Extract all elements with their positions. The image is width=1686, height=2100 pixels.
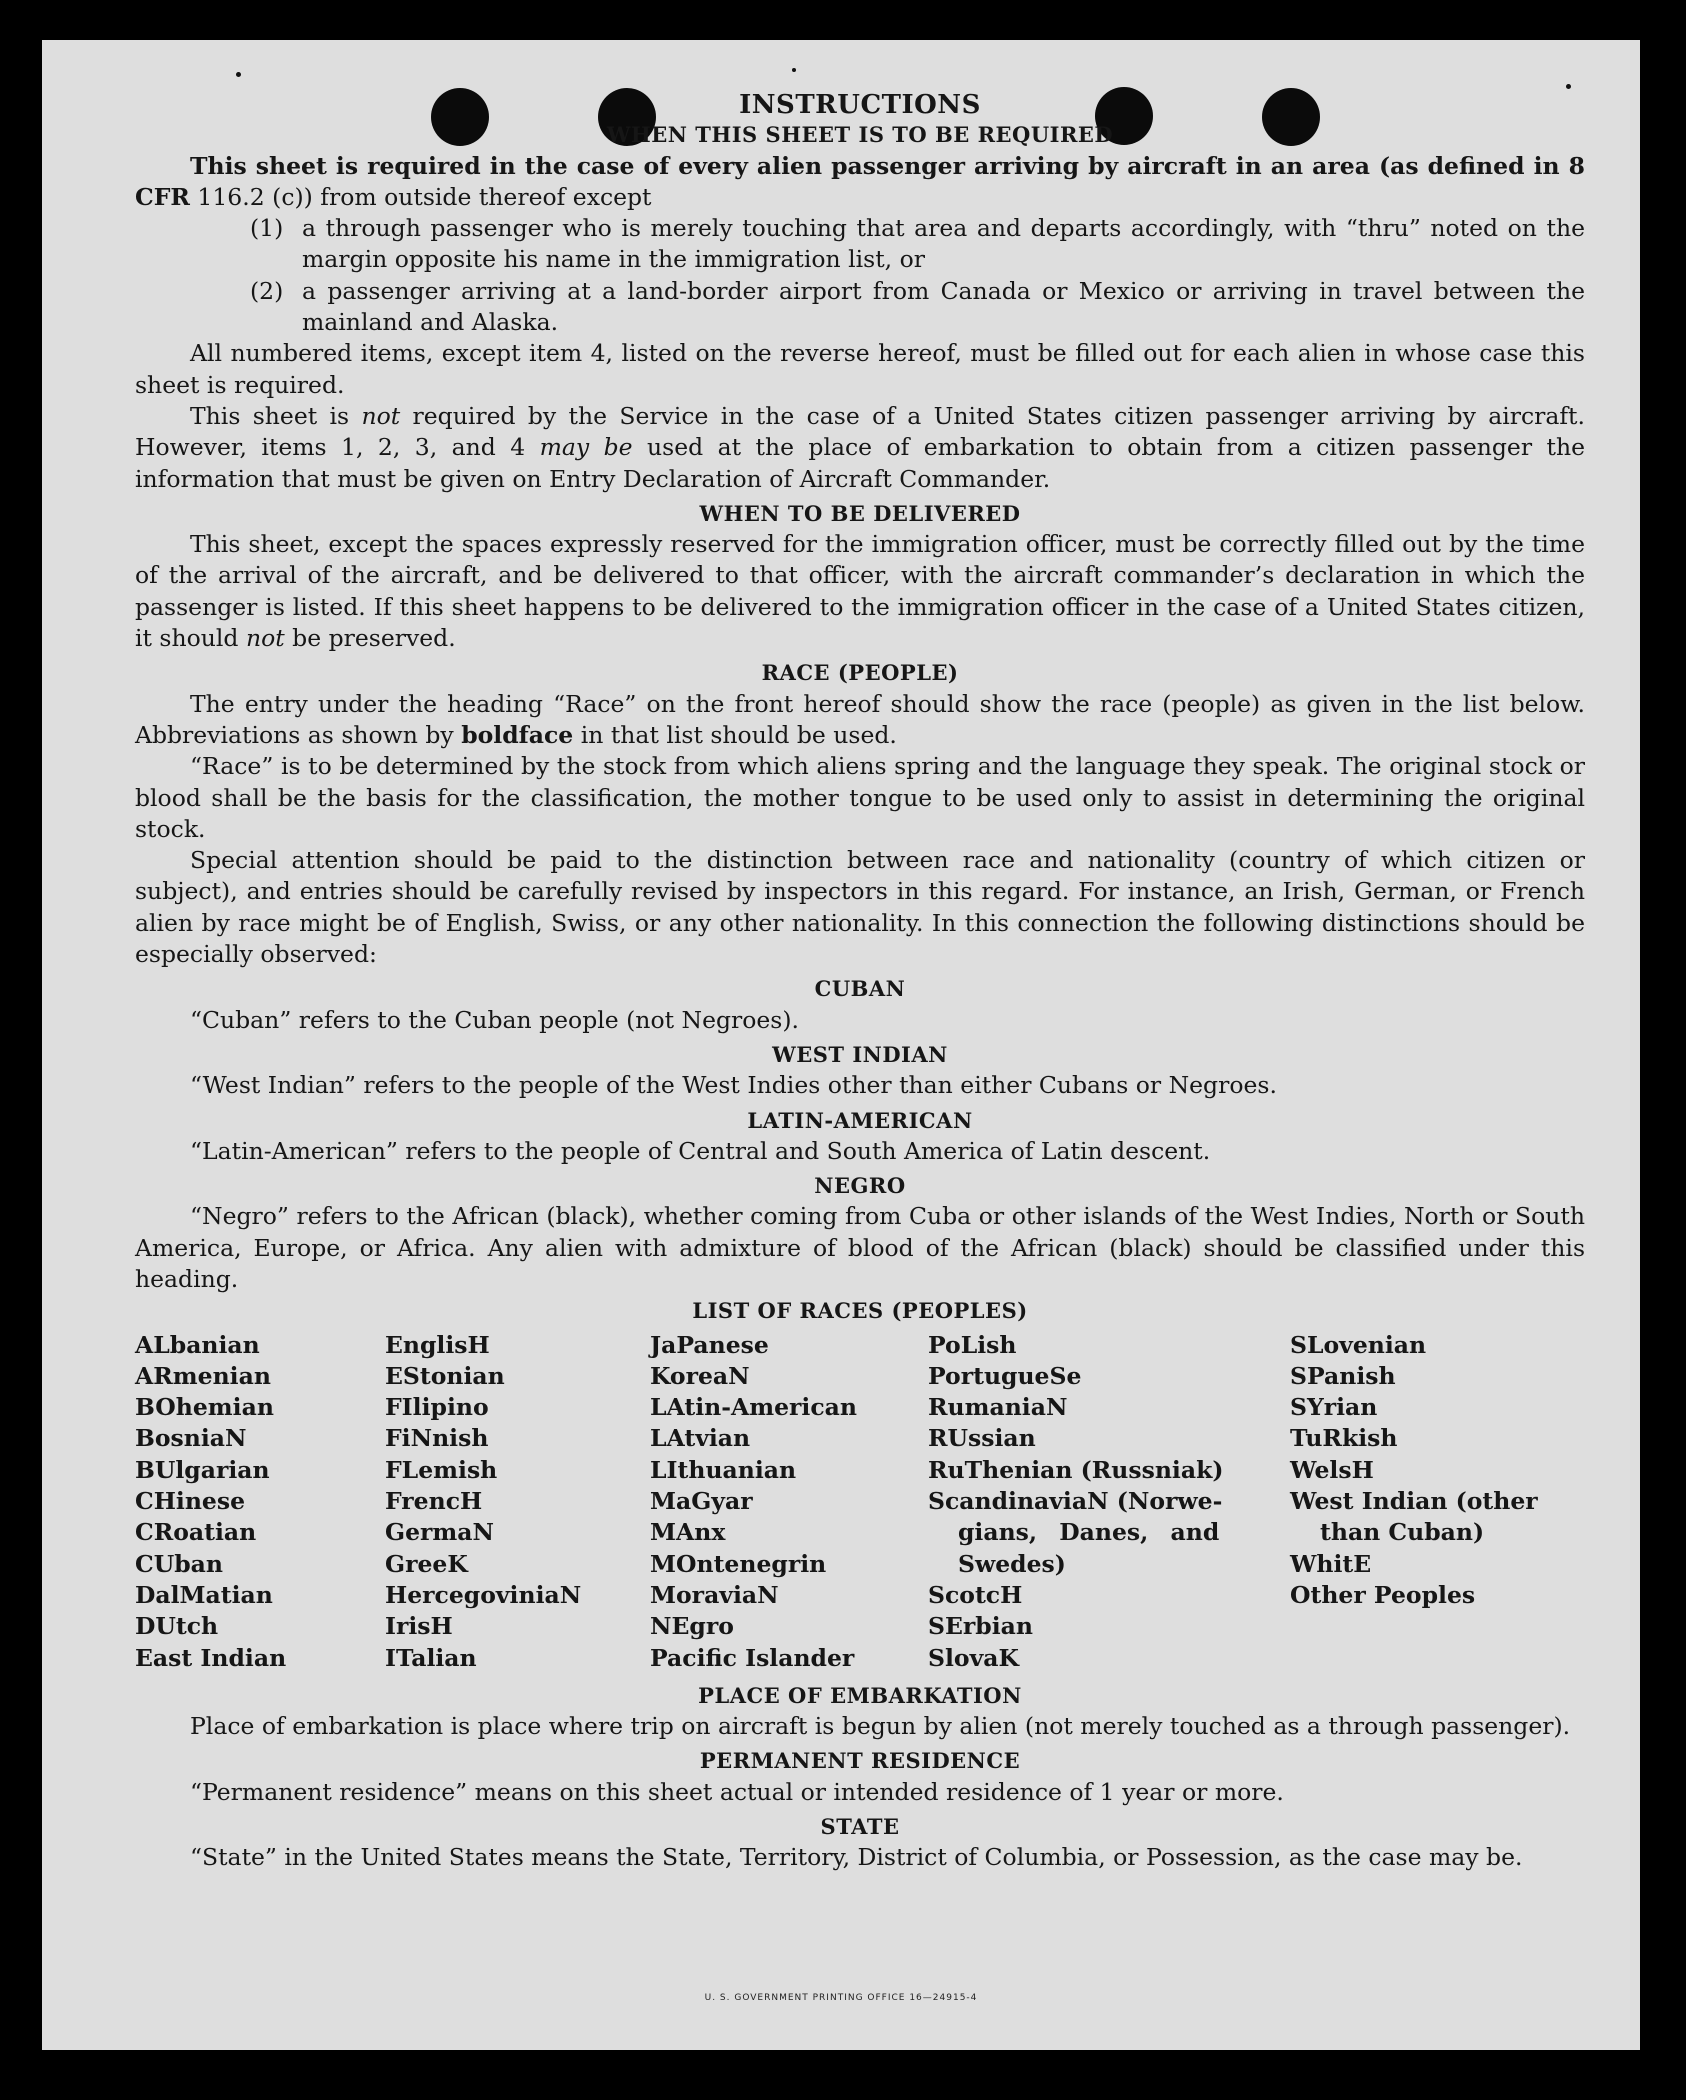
- paragraph-race-stock: “Race” is to be determined by the stock from which aliens spring and the language they speak. The original stock or blood shall be the basis for the classification, the mother tongue to be used only to assist in determining the original stock.: [135, 752, 1585, 843]
- text-span: This sheet, except the spaces expressly reserved for the immigration officer, must be correctly filled out by the time of the arrival of the aircraft, and be delivered to that officer, with the aircraft commander’s declaration in which the passenger is listed. If this sheet happens to be delivered to the immigration officer in the case of a United States citizen, it should: [135, 530, 1585, 653]
- races-column-3: [650, 1330, 928, 1674]
- race-entry: GermaN: [385, 1518, 494, 1547]
- bold-word: boldface: [461, 720, 574, 749]
- race-entry: West Indian (other: [1290, 1487, 1538, 1516]
- required-bold-text: This sheet is required in the case of every alien passenger arriving by aircraft in an area (as defined in 8 CFR: [135, 151, 1585, 211]
- race-entry: BUlgarian: [135, 1455, 270, 1484]
- italic-may-be: may be: [539, 433, 633, 462]
- race-entry: RUssian: [928, 1424, 1036, 1453]
- race-entry: ARmenian: [135, 1361, 271, 1390]
- paragraph-race-nationality: Special attention should be paid to the distinction between race and nationality (country of which citizen or subject), and entries should be carefully revised by inspectors in this regard. For instance, an Irish, German, or French alien by race might be of English, Swiss, or any other nationality. In this connection the following distinctions should be especially observed:: [135, 846, 1585, 969]
- races-column-1: [135, 1330, 385, 1674]
- race-entry: ALbanian: [135, 1330, 260, 1359]
- race-entry-continued: Swedes): [958, 1549, 1066, 1578]
- race-entry: MOntenegrin: [650, 1549, 827, 1578]
- paragraph-latin-american: “Latin-American” refers to the people of Central and South America of Latin descent.: [190, 1136, 1211, 1165]
- race-entry: IrisH: [385, 1612, 453, 1641]
- race-entry: CRoatian: [135, 1518, 257, 1547]
- race-entry: FiNnish: [385, 1424, 489, 1453]
- text-span: The entry under the heading “Race” on the front hereof should show the race (people) as given in the list below. Abbreviations as shown by: [135, 689, 1585, 749]
- race-entry: SLovenian: [1290, 1330, 1427, 1359]
- heading-when-delivered: WHEN TO BE DELIVERED: [699, 500, 1021, 526]
- paragraph-west-indian: “West Indian” refers to the people of the West Indies other than either Cubans or Negroes.: [190, 1071, 1277, 1100]
- race-entry: LAtvian: [650, 1424, 751, 1453]
- heading-list-of-races: LIST OF RACES (PEOPLES): [692, 1298, 1028, 1324]
- race-entry-continued: than Cuban): [1320, 1518, 1485, 1547]
- paragraph-required: [135, 151, 1585, 214]
- heading-west-indian: WEST INDIAN: [772, 1041, 948, 1067]
- race-entry: RumaniaN: [928, 1393, 1068, 1422]
- race-entry: NEgro: [650, 1612, 734, 1641]
- text-span: be preserved.: [292, 624, 456, 653]
- race-entry: MAnx: [650, 1518, 726, 1547]
- race-entry: TuRkish: [1290, 1424, 1398, 1453]
- race-entry: PoLish: [928, 1330, 1017, 1359]
- races-column-2: [385, 1330, 650, 1674]
- races-column-5: [1290, 1330, 1560, 1674]
- exception-item-2: [250, 276, 1585, 339]
- paragraph-state: “State” in the United States means the State, Territory, District of Columbia, or Possession, as the case may be.: [190, 1843, 1523, 1872]
- race-entry: WhitE: [1290, 1549, 1372, 1578]
- text-span: required by the Service in the case of a United States citizen passenger arriving by aircraft. However, items 1, 2, 3, and 4: [135, 401, 1585, 462]
- italic-not: not: [245, 624, 285, 653]
- race-entry: EStonian: [385, 1361, 505, 1390]
- dust-speck: [792, 68, 796, 72]
- race-entry: MoraviaN: [650, 1580, 779, 1609]
- race-entry: BosniaN: [135, 1424, 247, 1453]
- paragraph-race-entry: [135, 689, 1585, 752]
- race-entry: CUban: [135, 1549, 223, 1578]
- paragraph-embarkation: Place of embarkation is place where trip on aircraft is begun by alien (not merely touched as a through passenger).: [190, 1712, 1571, 1741]
- races-column-4: [928, 1330, 1290, 1674]
- italic-not: not: [361, 401, 401, 430]
- race-entry: ScandinaviaN (Norwe-: [928, 1487, 1223, 1516]
- paragraph-numbered-items: All numbered items, except item 4, listed on the reverse hereof, must be filled out for each alien in whose case this sheet is required.: [135, 339, 1585, 399]
- page-title: INSTRUCTIONS: [739, 90, 981, 120]
- race-entry: CHinese: [135, 1487, 246, 1516]
- race-entry: Other Peoples: [1290, 1580, 1476, 1609]
- required-text: 116.2 (c)) from outside thereof except: [197, 182, 652, 211]
- race-entry: RuThenian (Russniak): [928, 1455, 1224, 1484]
- race-entry: KoreaN: [650, 1361, 750, 1390]
- paragraph-negro: “Negro” refers to the African (black), whether coming from Cuba or other islands of the West Indies, North or South America, Europe, or Africa. Any alien with admixture of blood of the African (black) should be classified under this heading.: [135, 1202, 1585, 1293]
- exception-item-1: [250, 213, 1585, 276]
- text-span: used at the place of embarkation to obtain from a citizen passenger the information that must be given on Entry Declaration of Aircraft Commander.: [135, 433, 1585, 493]
- race-entry: FIlipino: [385, 1393, 489, 1422]
- race-entry: FrencH: [385, 1487, 483, 1516]
- race-entry: SErbian: [928, 1612, 1033, 1641]
- race-entry: LIthuanian: [650, 1455, 797, 1484]
- heading-race: RACE (PEOPLE): [761, 660, 959, 686]
- races-list: [135, 1330, 1585, 1674]
- race-entry: BOhemian: [135, 1393, 274, 1422]
- heading-negro: NEGRO: [814, 1173, 906, 1199]
- race-entry: PortugueSe: [928, 1361, 1082, 1390]
- race-entry: Pacific Islander: [650, 1643, 855, 1672]
- race-entry: ITalian: [385, 1643, 477, 1672]
- race-entry: SPanish: [1290, 1361, 1396, 1390]
- race-entry: GreeK: [385, 1549, 468, 1578]
- race-entry: ScotcH: [928, 1580, 1023, 1609]
- race-entry: WelsH: [1290, 1455, 1374, 1484]
- heading-state: STATE: [820, 1814, 900, 1840]
- race-entry: SYrian: [1290, 1393, 1378, 1422]
- race-entry: SlovaK: [928, 1643, 1019, 1672]
- instructions-body: [135, 87, 1585, 1874]
- text-span: This sheet is: [190, 401, 350, 430]
- printer-imprint: U. S. GOVERNMENT PRINTING OFFICE 16—24915-4: [704, 1993, 978, 2003]
- race-entry: JaPanese: [650, 1330, 769, 1359]
- race-entry: East Indian: [135, 1643, 287, 1672]
- paragraph-citizen: [135, 401, 1585, 495]
- item-number: (2): [250, 276, 284, 305]
- race-entry: LAtin-American: [650, 1393, 857, 1422]
- item-text: a passenger arriving at a land-border airport from Canada or Mexico or arriving in travel between the mainland and Alaska.: [302, 276, 1585, 337]
- dust-speck: [236, 72, 241, 77]
- document-page: [42, 40, 1640, 2050]
- race-entry: DalMatian: [135, 1580, 273, 1609]
- text-span: in that list should be used.: [580, 720, 897, 749]
- paragraph-residence: “Permanent residence” means on this sheet actual or intended residence of 1 year or more.: [190, 1777, 1284, 1806]
- heading-permanent-residence: PERMANENT RESIDENCE: [699, 1748, 1021, 1774]
- race-entry: DUtch: [135, 1612, 219, 1641]
- item-number: (1): [250, 214, 284, 243]
- paragraph-delivered: [135, 529, 1585, 654]
- item-text: a through passenger who is merely touching that area and departs accordingly, with “thru” noted on the margin opposite his name in the immigration list, or: [302, 214, 1585, 274]
- race-entry: FLemish: [385, 1455, 498, 1484]
- race-entry: EnglisH: [385, 1330, 490, 1359]
- heading-embarkation: PLACE OF EMBARKATION: [698, 1682, 1022, 1708]
- race-entry: HercegoviniaN: [385, 1580, 582, 1609]
- paragraph-cuban: “Cuban” refers to the Cuban people (not Negroes).: [190, 1005, 800, 1034]
- heading-cuban: CUBAN: [814, 976, 906, 1002]
- heading-latin-american: LATIN-AMERICAN: [747, 1107, 973, 1133]
- race-entry: MaGyar: [650, 1487, 753, 1516]
- race-entry-continued: gians, Danes, and: [958, 1518, 1220, 1547]
- heading-when-required: WHEN THIS SHEET IS TO BE REQUIRED: [606, 122, 1114, 148]
